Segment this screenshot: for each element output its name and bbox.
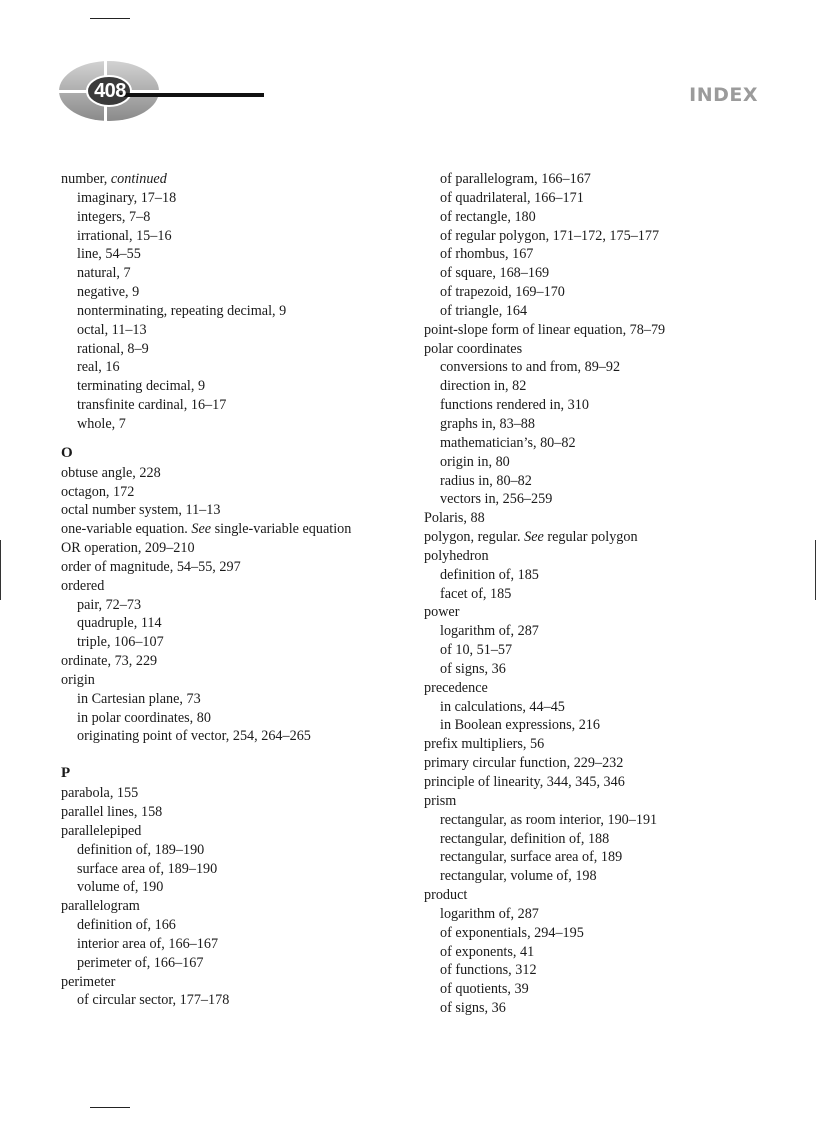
index-subentry: in calculations, 44–45 bbox=[440, 698, 565, 715]
index-entry: power bbox=[424, 604, 460, 621]
index-subentry: in polar coordinates, 80 bbox=[77, 709, 211, 726]
index-entry: origin bbox=[61, 671, 95, 688]
index-subentry: transfinite cardinal, 16–17 bbox=[77, 397, 227, 414]
index-entry: polygon, regular. See regular polygon bbox=[424, 529, 638, 546]
index-entry: Polaris, 88 bbox=[424, 510, 485, 527]
edge-mark-left bbox=[0, 540, 1, 600]
index-entry: OR operation, 209–210 bbox=[61, 540, 195, 557]
index-subentry: of trapezoid, 169–170 bbox=[440, 284, 565, 301]
crop-mark-bottom bbox=[90, 1107, 130, 1108]
index-subentry: perimeter of, 166–167 bbox=[77, 954, 204, 971]
index-subentry: terminating decimal, 9 bbox=[77, 378, 206, 395]
index-subentry: of exponentials, 294–195 bbox=[440, 924, 584, 941]
index-entry: ordinate, 73, 229 bbox=[61, 653, 158, 670]
index-entry: parallelepiped bbox=[61, 822, 142, 839]
index-subentry: of signs, 36 bbox=[440, 1000, 506, 1017]
index-subentry: of functions, 312 bbox=[440, 962, 537, 979]
index-subentry: origin in, 80 bbox=[440, 453, 510, 470]
index-subentry: functions rendered in, 310 bbox=[440, 397, 589, 414]
index-subentry: irrational, 15–16 bbox=[77, 227, 172, 244]
index-entry: product bbox=[424, 887, 468, 904]
index-subentry: of circular sector, 177–178 bbox=[77, 992, 230, 1009]
index-subentry: definition of, 185 bbox=[440, 566, 539, 583]
index-subentry: direction in, 82 bbox=[440, 378, 527, 395]
index-subentry: rectangular, definition of, 188 bbox=[440, 830, 610, 847]
index-subentry: in Boolean expressions, 216 bbox=[440, 717, 600, 734]
index-entry: number, continued bbox=[61, 171, 167, 187]
index-entry: polar coordinates bbox=[424, 340, 523, 357]
index-entry: prism bbox=[424, 792, 457, 809]
index-subentry: whole, 7 bbox=[77, 415, 126, 432]
index-column-left bbox=[61, 170, 391, 1010]
index-subentry: of parallelogram, 166–167 bbox=[440, 171, 591, 187]
index-entry: one-variable equation. See single-variable equation bbox=[61, 521, 352, 538]
index-subentry: originating point of vector, 254, 264–265 bbox=[77, 728, 311, 745]
index-subentry: of rhombus, 167 bbox=[440, 246, 534, 263]
index-subentry: in Cartesian plane, 73 bbox=[77, 690, 201, 707]
index-subentry: of triangle, 164 bbox=[440, 302, 528, 319]
index-subentry: definition of, 166 bbox=[77, 917, 176, 934]
index-entry: prefix multipliers, 56 bbox=[424, 736, 545, 753]
index-subentry: logarithm of, 287 bbox=[440, 623, 539, 640]
index-subentry: nonterminating, repeating decimal, 9 bbox=[77, 302, 287, 319]
index-subentry: real, 16 bbox=[77, 359, 120, 376]
index-column-right bbox=[424, 170, 764, 1018]
index-subentry: conversions to and from, 89–92 bbox=[440, 359, 621, 376]
index-entry: precedence bbox=[424, 679, 488, 696]
index-subentry: quadruple, 114 bbox=[77, 615, 162, 632]
index-subentry: rectangular, surface area of, 189 bbox=[440, 849, 623, 866]
index-subentry: interior area of, 166–167 bbox=[77, 935, 219, 952]
index-subentry: of 10, 51–57 bbox=[440, 642, 513, 659]
index-subentry: rectangular, as room interior, 190–191 bbox=[440, 811, 658, 828]
index-entry: octal number system, 11–13 bbox=[61, 502, 221, 519]
index-subentry: triple, 106–107 bbox=[77, 634, 164, 651]
index-subentry: of signs, 36 bbox=[440, 660, 506, 677]
index-entry: ordered bbox=[61, 577, 105, 594]
index-subentry: of rectangle, 180 bbox=[440, 208, 536, 225]
index-subentry: radius in, 80–82 bbox=[440, 472, 532, 489]
index-subentry: line, 54–55 bbox=[77, 246, 141, 263]
index-subentry: imaginary, 17–18 bbox=[77, 189, 177, 206]
section-letter-p: P bbox=[61, 765, 71, 782]
page-number: 408 bbox=[94, 80, 126, 102]
index-entry: principle of linearity, 344, 345, 346 bbox=[424, 774, 625, 790]
index-subentry: graphs in, 83–88 bbox=[440, 415, 535, 432]
index-entry: parallel lines, 158 bbox=[61, 804, 163, 820]
index-subentry: mathematician’s, 80–82 bbox=[440, 434, 576, 451]
index-entry: octagon, 172 bbox=[61, 483, 135, 500]
running-head: INDEX bbox=[689, 84, 758, 106]
section-letter-o: O bbox=[61, 444, 73, 461]
index-subentry: rectangular, volume of, 198 bbox=[440, 868, 597, 885]
index-subentry: pair, 72–73 bbox=[77, 596, 142, 613]
index-subentry: rational, 8–9 bbox=[77, 340, 149, 357]
index-entry: order of magnitude, 54–55, 297 bbox=[61, 558, 241, 575]
index-subentry: of exponents, 41 bbox=[440, 943, 535, 960]
index-subentry: of square, 168–169 bbox=[440, 265, 550, 282]
index-subentry: volume of, 190 bbox=[77, 879, 164, 896]
index-subentry: facet of, 185 bbox=[440, 585, 512, 602]
index-subentry: surface area of, 189–190 bbox=[77, 860, 218, 877]
index-subentry: natural, 7 bbox=[77, 265, 131, 282]
index-entry: parabola, 155 bbox=[61, 785, 139, 802]
index-entry: point-slope form of linear equation, 78–79 bbox=[424, 321, 666, 338]
index-subentry: vectors in, 256–259 bbox=[440, 491, 553, 508]
index-subentry: of quadrilateral, 166–171 bbox=[440, 189, 584, 206]
index-entry: obtuse angle, 228 bbox=[61, 464, 161, 481]
index-subentry: of regular polygon, 171–172, 175–177 bbox=[440, 227, 660, 244]
index-entry: parallelogram bbox=[61, 898, 140, 915]
header-rule bbox=[120, 93, 264, 97]
index-subentry: integers, 7–8 bbox=[77, 208, 151, 225]
index-entry: polyhedron bbox=[424, 547, 489, 564]
index-subentry: negative, 9 bbox=[77, 284, 140, 301]
index-subentry: of quotients, 39 bbox=[440, 981, 529, 998]
index-entry: primary circular function, 229–232 bbox=[424, 755, 624, 772]
index-subentry: logarithm of, 287 bbox=[440, 905, 539, 922]
index-subentry: definition of, 189–190 bbox=[77, 841, 205, 858]
crop-mark-top bbox=[90, 18, 130, 19]
index-entry: perimeter bbox=[61, 973, 116, 990]
index-subentry: octal, 11–13 bbox=[77, 321, 147, 338]
